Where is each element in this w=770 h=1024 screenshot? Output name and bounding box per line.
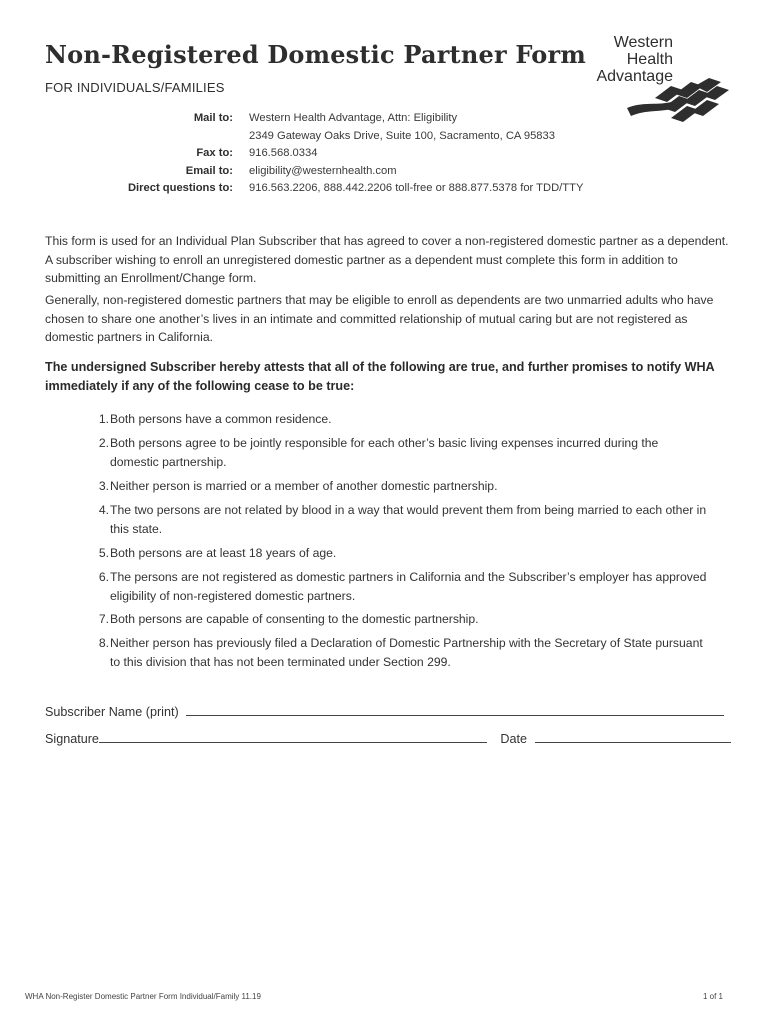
contact-row — [0, 112, 770, 130]
logo-line-3: Advantage — [596, 68, 673, 85]
list-item-number: 3. — [98, 479, 109, 493]
contact-row — [0, 182, 770, 200]
form-title: Non-Registered Domestic Partner Form — [45, 40, 586, 69]
list-item-text: Neither person has previously filed a Declaration of Domestic Partnership with the Secretary of State pursuant to this division that has not been terminated under Section 299. — [110, 636, 703, 669]
attestation-paragraph: The undersigned Subscriber hereby attests that all of the following are true, and further promises to notify WHA immediately if any of the following cease to be true: — [45, 360, 715, 393]
list-item-number: 7. — [98, 612, 109, 626]
list-item-number: 2. — [98, 436, 109, 450]
signature-row — [45, 730, 731, 746]
list-item-number: 8. — [98, 636, 109, 650]
contact-label: Fax to: — [196, 147, 233, 159]
logo-line-2: Health — [626, 51, 673, 68]
list-item-number: 4. — [98, 503, 109, 517]
list-item-text: Neither person is married or a member of another domestic partnership. — [110, 479, 498, 493]
contact-value: 2349 Gateway Oaks Drive, Suite 100, Sacramento, CA 95833 — [249, 129, 555, 142]
contact-value: 916.563.2206, 888.442.2206 toll-free or 888.877.5378 for TDD/TTY — [249, 182, 584, 194]
list-item-number: 1. — [98, 412, 109, 426]
logo-line-1: Western — [613, 34, 673, 51]
date-field[interactable] — [535, 730, 731, 743]
list-item-number: 6. — [98, 570, 109, 584]
contact-block — [0, 112, 770, 200]
list-item-text: Both persons have a common residence. — [110, 412, 332, 426]
signature-field[interactable] — [99, 730, 487, 743]
subscriber-name-label: Subscriber Name (print) — [45, 705, 179, 719]
contact-value: eligibility@westernhealth.com — [249, 164, 397, 177]
intro-paragraph: This form is used for an Individual Plan Subscriber that has agreed to cover a non-registered domestic partner as a dependent. A subscriber wishing to enroll an unregistered domestic partner as a dependent must complete this form in addition to submitting an Enrollment/Change form. — [45, 234, 729, 285]
signature-label: Signature — [45, 732, 99, 746]
subscriber-name-row — [45, 703, 724, 719]
contact-label: Email to: — [185, 164, 233, 177]
list-item-text: Both persons are at least 18 years of age. — [110, 546, 337, 560]
eligibility-paragraph: Generally, non-registered domestic partners that may be eligible to enroll as dependents are two unmarried adults who have chosen to share one another’s lives in an intimate and committed relationship of mutual caring but are not registered as domestic partners in California. — [45, 293, 714, 344]
footer-form-id: WHA Non-Register Domestic Partner Form Individual/Family 11.19 — [25, 992, 261, 1001]
list-item-number: 5. — [98, 546, 109, 560]
page-number: 1 of 1 — [702, 992, 723, 1001]
contact-row — [0, 165, 770, 183]
contact-row — [0, 147, 770, 165]
contact-value: Western Health Advantage, Attn: Eligibility — [249, 112, 458, 124]
contact-row — [0, 130, 770, 148]
list-item-text: Both persons agree to be jointly responsible for each other’s basic living expenses incurred during the domestic partnership. — [110, 436, 659, 469]
form-subtitle: FOR INDIVIDUALS/FAMILIES — [45, 80, 225, 95]
contact-label: Direct questions to: — [127, 182, 233, 194]
contact-label: Mail to: — [193, 112, 233, 124]
contact-value: 916.568.0334 — [249, 147, 318, 159]
list-item-text: The two persons are not related by blood in a way that would prevent them from being married to each other in this state. — [110, 503, 707, 536]
subscriber-name-field[interactable] — [186, 703, 724, 716]
list-item-text: Both persons are capable of consenting to the domestic partnership. — [110, 612, 479, 626]
date-label: Date — [500, 732, 528, 746]
list-item-text: The persons are not registered as domestic partners in California and the Subscriber’s employer has approved eligibility of non-registered domestic partners. — [110, 570, 707, 603]
